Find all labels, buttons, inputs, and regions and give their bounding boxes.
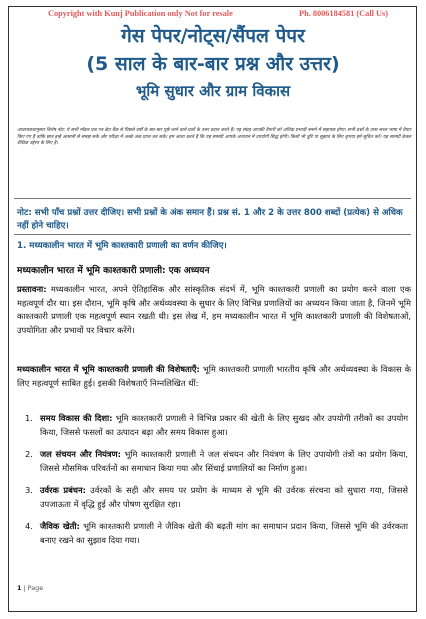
- intro-paragraph: [17, 283, 411, 337]
- list-item-text: भूमि काश्तकारी प्रणाली ने जल संचयन और नियंत्रण के लिए उपायोगी तंत्रों का प्रयोग किया, जिससे मौसमिक परिवर्तनों का समाधान किया गया और सिंचाई प्रणालियों का निर्माण हुआ।: [40, 449, 408, 473]
- list-number: 2.: [25, 449, 33, 459]
- intro-note: आवश्यकतानुसार विशेष नोट: ये सभी मॉडल प्रश्न पत्र डेटा बैंक से पिछले वर्षों के बार-बार पूछे जाने वाले प्रश्नों के उत्तर प्रदान करते हैं। यह संग्रह आपकी तैयारी को अधिक प्रभावी बनाने में सहायक होगा। सभी प्रश्नों के उत्तर सरल भाषा में तैयार किए गए हैं ताकि छात्र इन्हें आसानी से समझ सकें और परीक्षा में अच्छे अंक प्राप्त कर सकें। हम आशा करते हैं कि यह सामग्री आपके अध्ययन में उपयोगी सिद्ध होगी। किसी भी त्रुटि या सुझाव के लिए कृपया हमें सूचित करें। यह सामग्री केवल शैक्षिक उद्देश्य के लिए है।: [17, 128, 411, 147]
- list-number: 3.: [25, 485, 33, 495]
- features-list: [25, 412, 409, 556]
- instructions-note: नोट: सभी पाँच प्रश्नों उत्तर दीजिए। सभी प्रश्नों के अंक समान हैं। प्रश्न सं. 1 और 2 के उत्तर 800 शब्दों (प्रत्येक) से अधिक नहीं होने चाहिए।: [17, 208, 403, 231]
- features-label: मध्यकालीन भारत में भूमि काश्तकारी प्रणाली की विशेषताएँ:: [17, 364, 200, 374]
- list-item-label: समय विकास की दिशा:: [40, 413, 113, 423]
- page-footer: [17, 584, 43, 592]
- list-number: 1.: [25, 413, 33, 423]
- section-heading: मध्यकालीन भारत में भूमि काश्तकारी प्रणाली: एक अध्ययन: [17, 266, 210, 276]
- page-title: गेस पेपर/नोट्स/सैंपल पेपर: [121, 25, 305, 47]
- list-item: [25, 412, 409, 439]
- list-item: [25, 484, 408, 511]
- list-item: [25, 448, 408, 475]
- phone-text: Ph. 8006184581 (Call Us): [299, 9, 388, 18]
- list-item-text: भूमि काश्तकारी प्रणाली ने विभिन्न प्रकार की खेती के लिए सुखद और उपयोगी तरीकों का उपयोग किया, जिससे फसलों का उत्पादन बढ़ा और समय विकास हुआ।: [40, 413, 409, 437]
- intro-label: प्रस्तावना:: [17, 284, 47, 294]
- intro-text: मध्यकालीन भारत, अपने ऐतिहासिक और सांस्कृतिक संदर्भ में, भूमि काश्तकारी प्रणाली का प्रयोग करने वाला एक महत्वपूर्ण दौर था। इस दौरान, भूमि कृषि और अर्थव्यवस्था के सुधार के लिए विभिन्न प्रणालियों का अध्ययन किया जाता है, जिनमें भूमि काश्तकारी प्रणाली एक महत्वपूर्ण स्थान रखती थी। इस लेख में, हम मध्यकालीन भारत में भूमि काश्तकारी प्रणाली की विशेषताओं, उपयोगिता और प्रभावों पर विचार करेंगे।: [17, 284, 411, 335]
- list-number: 4.: [25, 521, 33, 531]
- list-item-text: भूमि काश्तकारी प्रणाली ने जैविक खेती की बढ़ती मांग का समाधान प्रदान किया, जिससे भूमि की उर्वरकता बनाए रखने का सुझाव दिया गया।: [40, 521, 408, 545]
- divider: [14, 198, 411, 199]
- page-label: | Page: [21, 584, 44, 592]
- divider: [14, 234, 411, 235]
- list-item: [25, 520, 408, 547]
- features-text: भूमि काश्तकारी प्रणाली भारतीय कृषि और अर्थव्यवस्था के विकास के लिए महत्वपूर्ण साबित हुई। इसकी विशेषताएँ निम्नलिखित थीं:: [17, 364, 411, 388]
- header-bar: [48, 9, 388, 18]
- list-item-text: उर्वरकों के सही और समय पर प्रयोग के माध्यम से भूमि की उर्वरक संरचना को सुधारा गया, जिससे उपजाऊता में वृद्धि हुई और पोषण सुरक्षित रहा।: [40, 485, 408, 509]
- question-heading: 1. मध्यकालीन भारत में भूमि काश्तकारी प्रणाली का वर्णन कीजिए।: [17, 241, 227, 251]
- page-subtitle: (5 साल के बार-बार प्रश्न और उत्तर): [86, 53, 340, 75]
- list-item-label: जल संचयन और नियंत्रण:: [40, 449, 121, 459]
- page-number: 1: [17, 584, 22, 592]
- list-item-label: जैविक खेती:: [40, 521, 80, 531]
- copyright-text: Copyright with Kunj Publication only Not for resale: [48, 9, 233, 18]
- subject-title: भूमि सुधार और ग्राम विकास: [135, 82, 291, 100]
- features-paragraph: [17, 363, 411, 390]
- list-item-label: उर्वरक प्रबंधन:: [40, 485, 86, 495]
